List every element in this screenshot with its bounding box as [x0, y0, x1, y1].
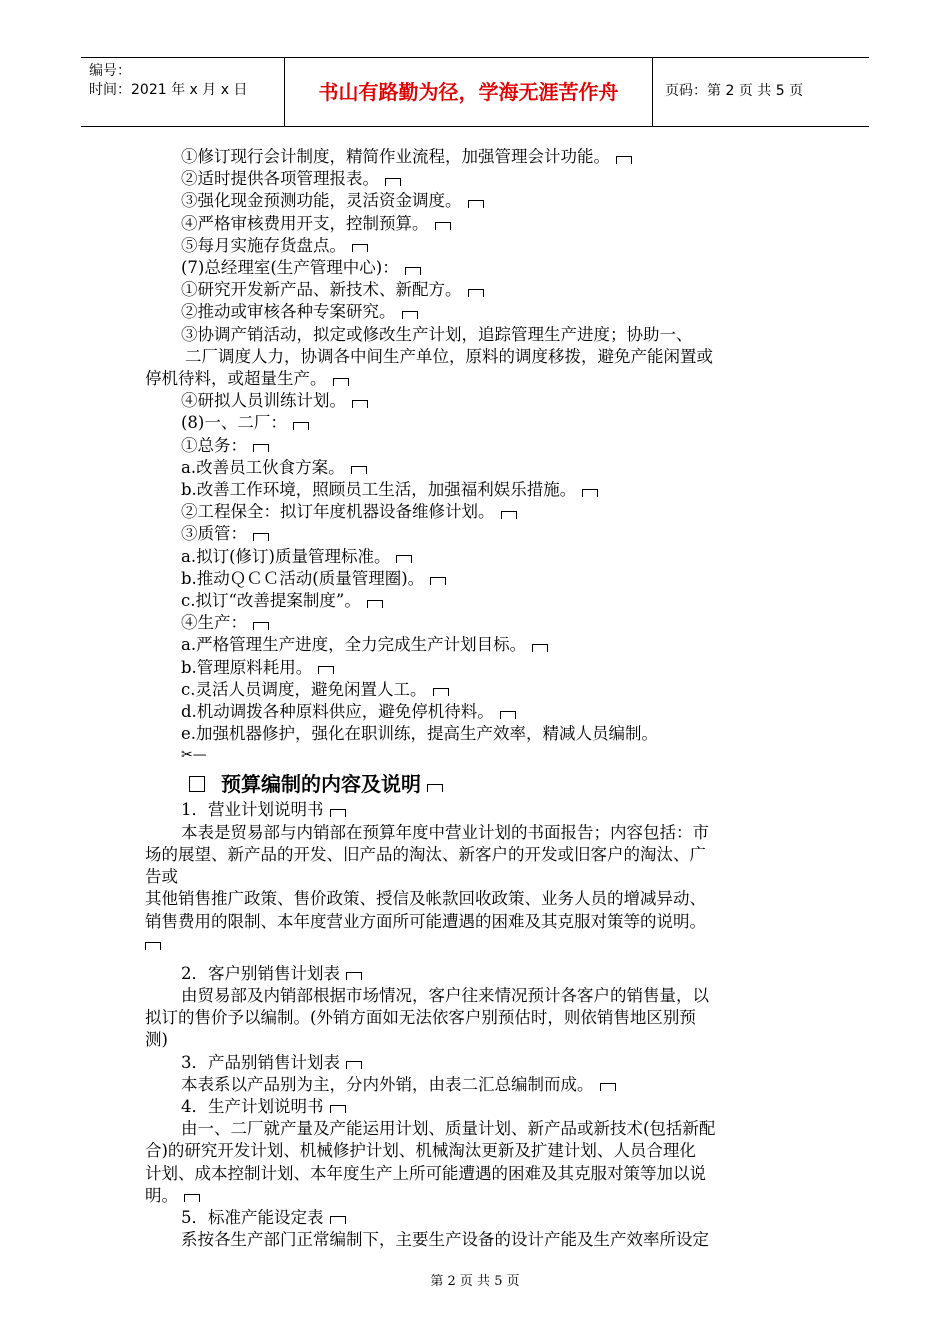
paragraph-mark-icon: [433, 688, 449, 696]
text-line: b.管理原料耗用。: [145, 657, 813, 679]
text-line: ④研拟人员训练计划。: [145, 390, 813, 412]
text-line: e.加强机器修护，强化在职训练，提高生产效率，精减人员编制。: [181, 724, 659, 744]
text-line: 由贸易部及内销部根据市场情况，客户往来情况预计各客户的销售量，以: [181, 985, 709, 1005]
text-line: 销售费用的限制、本年度营业方面所可能遭遇的困难及其克服对策等的说明。: [145, 911, 706, 931]
paragraph-mark-icon: [352, 244, 368, 252]
text-line: ①修订现行会计制度，精简作业流程，加强管理会计功能。: [145, 146, 813, 168]
text-line: (8)一、二厂：: [145, 412, 813, 434]
text-line: ③强化现金预测功能，灵活资金调度。: [145, 190, 813, 212]
text-line: c.灵活人员调度，避免闲置人工。: [145, 679, 813, 701]
paragraph-mark-icon: [351, 466, 367, 474]
paragraph-mark-icon: [330, 1105, 346, 1113]
text-line: ③质管：: [145, 523, 813, 545]
paragraph-mark-icon: [367, 600, 383, 608]
text-line: b.改善工作环境，照顾员工生活，加强福利娱乐措施。: [145, 479, 813, 501]
section-title: 预算编制的内容及说明: [189, 771, 813, 797]
paragraph-mark-icon: [468, 289, 484, 297]
paragraph-mark-icon: [501, 511, 517, 519]
paragraph-mark-icon: [145, 942, 161, 950]
header-meta: [81, 58, 284, 126]
paragraph-mark-icon: [616, 156, 632, 164]
paragraph-mark-icon: [346, 972, 362, 980]
text-line: b.推动ＱＣＣ活动(质量管理圈)。: [145, 568, 813, 590]
text-line: 二厂调度人力，协调各中间生产单位，原料的调度移拨，避免产能闲置或: [185, 346, 713, 366]
number-label: 编号：: [89, 63, 131, 79]
paragraph-mark-icon: [318, 666, 334, 674]
text-line: ①总务：: [145, 435, 813, 457]
text-line: ③协调产销活动，拟定或修改生产计划，追踪管理生产进度；协助一、: [181, 324, 693, 344]
paragraph-mark-icon: [385, 178, 401, 186]
text-line: 停机待料，或超量生产。: [145, 368, 813, 390]
paragraph-mark-icon: [333, 378, 349, 386]
text-line: ④生产：: [145, 612, 813, 634]
text-line: 系按各生产部门正常编制下，主要生产设备的设计产能及生产效率所设定: [181, 1230, 709, 1250]
paragraph-mark-icon: [402, 311, 418, 319]
paragraph-mark-icon: [405, 267, 421, 275]
checkbox-square-icon: [189, 776, 205, 792]
text-line: 本表是贸易部与内销部在预算年度中营业计划的书面报告；内容包括：市: [181, 822, 709, 842]
paragraph-mark-icon: [582, 489, 598, 497]
text-line: 计划、成本控制计划、本年度生产上所可能遭遇的困难及其克服对策等加以说: [145, 1163, 706, 1183]
text-line: a.改善员工伙食方案。: [145, 457, 813, 479]
text-line: [145, 933, 813, 963]
paragraph-mark-icon: [346, 1061, 362, 1069]
text-line: 其他销售推广政策、售价政策、授信及帐款回收政策、业务人员的增减异动、: [145, 889, 706, 909]
document-body: [145, 146, 813, 1251]
scissors-icon: ✂—: [181, 747, 207, 764]
text-line: ⑤每月实施存货盘点。: [145, 235, 813, 257]
text-line: 测): [145, 1030, 168, 1050]
text-line: 明。: [145, 1185, 813, 1207]
page-footer: 第 2 页 共 5 页: [430, 1274, 520, 1289]
header-page-info: 页码：第 2 页 共 5 页: [665, 83, 804, 99]
paragraph-mark-icon: [253, 533, 269, 541]
text-line: ②推动或审核各种专案研究。: [145, 301, 813, 323]
text-line: 拟订的售价予以编制。(外销方面如无法依客户别预估时，则依销售地区别预: [145, 1008, 696, 1028]
text-line: 合)的研究开发计划、机械修护计划、机械淘汰更新及扩建计划、人员合理化: [145, 1141, 696, 1161]
text-line: 告或: [145, 867, 178, 887]
text-line: 场的展望、新产品的开发、旧产品的淘汰、新客户的开发或旧客户的淘汰、广: [145, 844, 706, 864]
text-line: ④严格审核费用开支，控制预算。: [145, 213, 813, 235]
text-line: ①研究开发新产品、新技术、新配方。: [145, 279, 813, 301]
paragraph-mark-icon: [293, 422, 309, 430]
subsection-title: 5．标准产能设定表: [145, 1207, 813, 1229]
text-line: d.机动调拨各种原料供应，避免停机待料。: [145, 701, 813, 723]
text-line: 由一、二厂就产量及产能运用计划、质量计划、新产品或新技术(包括新配: [181, 1119, 716, 1139]
paragraph-mark-icon: [532, 644, 548, 652]
paragraph-mark-icon: [500, 711, 516, 719]
text-line: ②适时提供各项管理报表。: [145, 168, 813, 190]
subsection-title: 2．客户别销售计划表: [145, 963, 813, 985]
text-line: a.严格管理生产进度，全力完成生产计划目标。: [145, 634, 813, 656]
text-line: a.拟订(修订)质量管理标准。: [145, 546, 813, 568]
subsection-title: 4．生产计划说明书: [145, 1096, 813, 1118]
text-line: 本表系以产品别为主，分内外销，由表二汇总编制而成。: [145, 1074, 813, 1096]
paragraph-mark-icon: [430, 577, 446, 585]
subsection-title: 3．产品别销售计划表: [145, 1052, 813, 1074]
paragraph-mark-icon: [352, 400, 368, 408]
paragraph-mark-icon: [330, 809, 346, 817]
text-line: ②工程保全：拟订年度机器设备维修计划。: [145, 501, 813, 523]
paragraph-mark-icon: [468, 200, 484, 208]
time-label: 时间：2021 年 x 月 x 日: [89, 82, 248, 98]
subsection-title: 1．营业计划说明书: [145, 799, 813, 821]
text-line: (7)总经理室(生产管理中心)：: [145, 257, 813, 279]
paragraph-mark-icon: [435, 222, 451, 230]
paragraph-mark-icon: [396, 555, 412, 563]
paragraph-mark-icon: [330, 1216, 346, 1224]
paragraph-mark-icon: [253, 622, 269, 630]
page-header: [81, 57, 869, 127]
paragraph-mark-icon: [184, 1194, 200, 1202]
text-line: c.拟订“改善提案制度”。: [145, 590, 813, 612]
paragraph-mark-icon: [600, 1083, 616, 1091]
paragraph-mark-icon: [253, 444, 269, 452]
paragraph-mark-icon: [427, 784, 443, 792]
header-motto: 书山有路勤为径，学海无涯苦作舟: [284, 58, 653, 126]
